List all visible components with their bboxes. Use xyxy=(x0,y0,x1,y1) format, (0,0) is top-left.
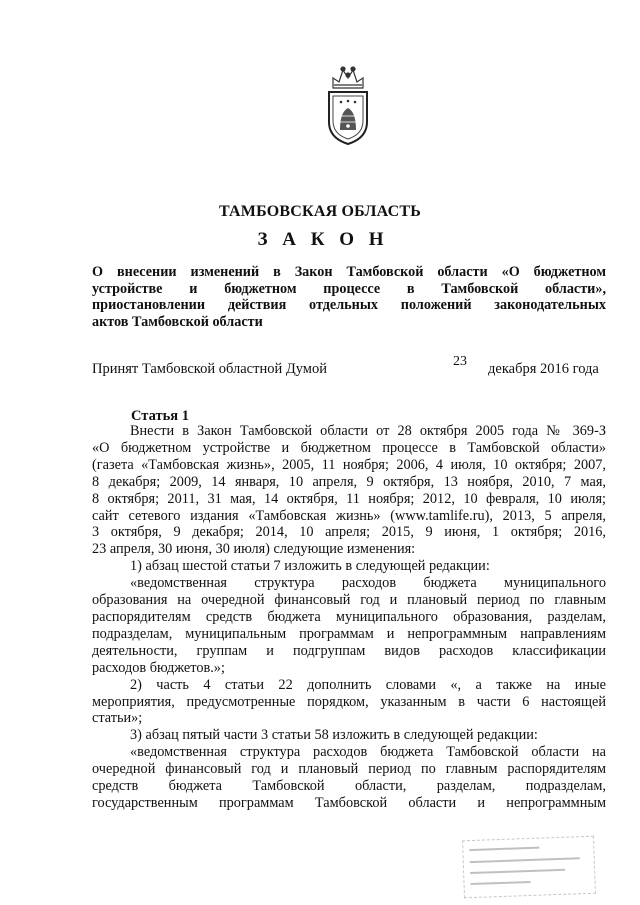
region-name: ТАМБОВСКАЯ ОБЛАСТЬ xyxy=(218,203,422,220)
body-line: «ведомственная структура расходов бюджета муниципального xyxy=(130,575,606,592)
body-line: очередной финансовый год и плановый период по главным распорядителям xyxy=(92,761,606,778)
law-title-line: устройстве и бюджетном процессе в Тамбовской области», xyxy=(92,280,606,297)
adoption-month-year: декабря 2016 года xyxy=(488,361,599,377)
body-line: средств бюджета Тамбовской области, разделам, подразделам, xyxy=(92,778,606,795)
document-type: З А К О Н xyxy=(257,229,389,250)
article-body xyxy=(92,423,606,812)
body-line: 3 октября, 9 декабря; 2014, 10 апреля; 2015, 9 июня, 1 октября; 2016, xyxy=(92,524,606,541)
body-line: расходов бюджетов.»; xyxy=(92,659,225,676)
body-line: деятельности, группам и подгруппам видов расходов классификации xyxy=(92,642,606,659)
body-line: 23 апреля, 30 июня, 30 июля) следующие изменения: xyxy=(92,541,416,558)
law-title-line: актов Тамбовской области xyxy=(92,313,263,330)
registration-stamp xyxy=(462,836,596,899)
body-line: мероприятия, предусмотренные порядком, указанным в части 6 настоящей xyxy=(92,693,606,710)
body-line: образования на очередной финансовый год и плановый период по главным xyxy=(92,592,606,609)
body-line: статьи»; xyxy=(92,710,143,727)
body-line: сайт сетевого издания «Тамбовская жизнь» (www.tamlife.ru), 2013, 5 апреля, xyxy=(92,507,606,524)
body-line: 8 декабря; 2009, 14 января, 10 апреля, 9 октября, 13 ноября, 2010, 7 мая, xyxy=(92,473,606,490)
body-line: 8 октября; 2011, 31 мая, 14 октября, 11 ноября; 2012, 10 февраля, 10 июля; xyxy=(92,490,606,507)
body-line: «ведомственная структура расходов бюджета Тамбовской области на xyxy=(130,744,606,761)
body-line: государственным программам Тамбовской области и непрограммным xyxy=(92,794,606,811)
law-title-line: приостановлении действия отдельных положений законодательных xyxy=(92,297,606,313)
body-line: (газета «Тамбовская жизнь», 2005, 11 ноября; 2006, 4 июля, 10 октября; 2007, xyxy=(92,456,606,473)
body-line: 1) абзац шестой статьи 7 изложить в следующей редакции: xyxy=(130,558,490,575)
adoption-text: Принят Тамбовской областной Думой xyxy=(92,361,327,377)
law-title xyxy=(92,264,606,330)
adoption-day: 23 xyxy=(453,354,467,369)
coat-of-arms-emblem xyxy=(323,64,373,146)
body-line: «О бюджетном устройстве и бюджетном процессе в Тамбовской области» xyxy=(92,439,606,456)
body-line: распорядителям средств бюджета муниципального образования, разделам, xyxy=(92,608,606,625)
body-line: подразделам, муниципальным программам и непрограммным направлениям xyxy=(92,625,606,642)
body-line: 3) абзац пятый части 3 статьи 58 изложить в следующей редакции: xyxy=(130,727,538,744)
law-title-line: О внесении изменений в Закон Тамбовской области «О бюджетном xyxy=(92,264,606,280)
body-line: 2) часть 4 статьи 22 дополнить словами «, а также на иные xyxy=(130,676,606,693)
body-line: Внести в Закон Тамбовской области от 28 октября 2005 года № 369-З xyxy=(130,423,606,439)
article-heading: Статья 1 xyxy=(131,408,189,424)
